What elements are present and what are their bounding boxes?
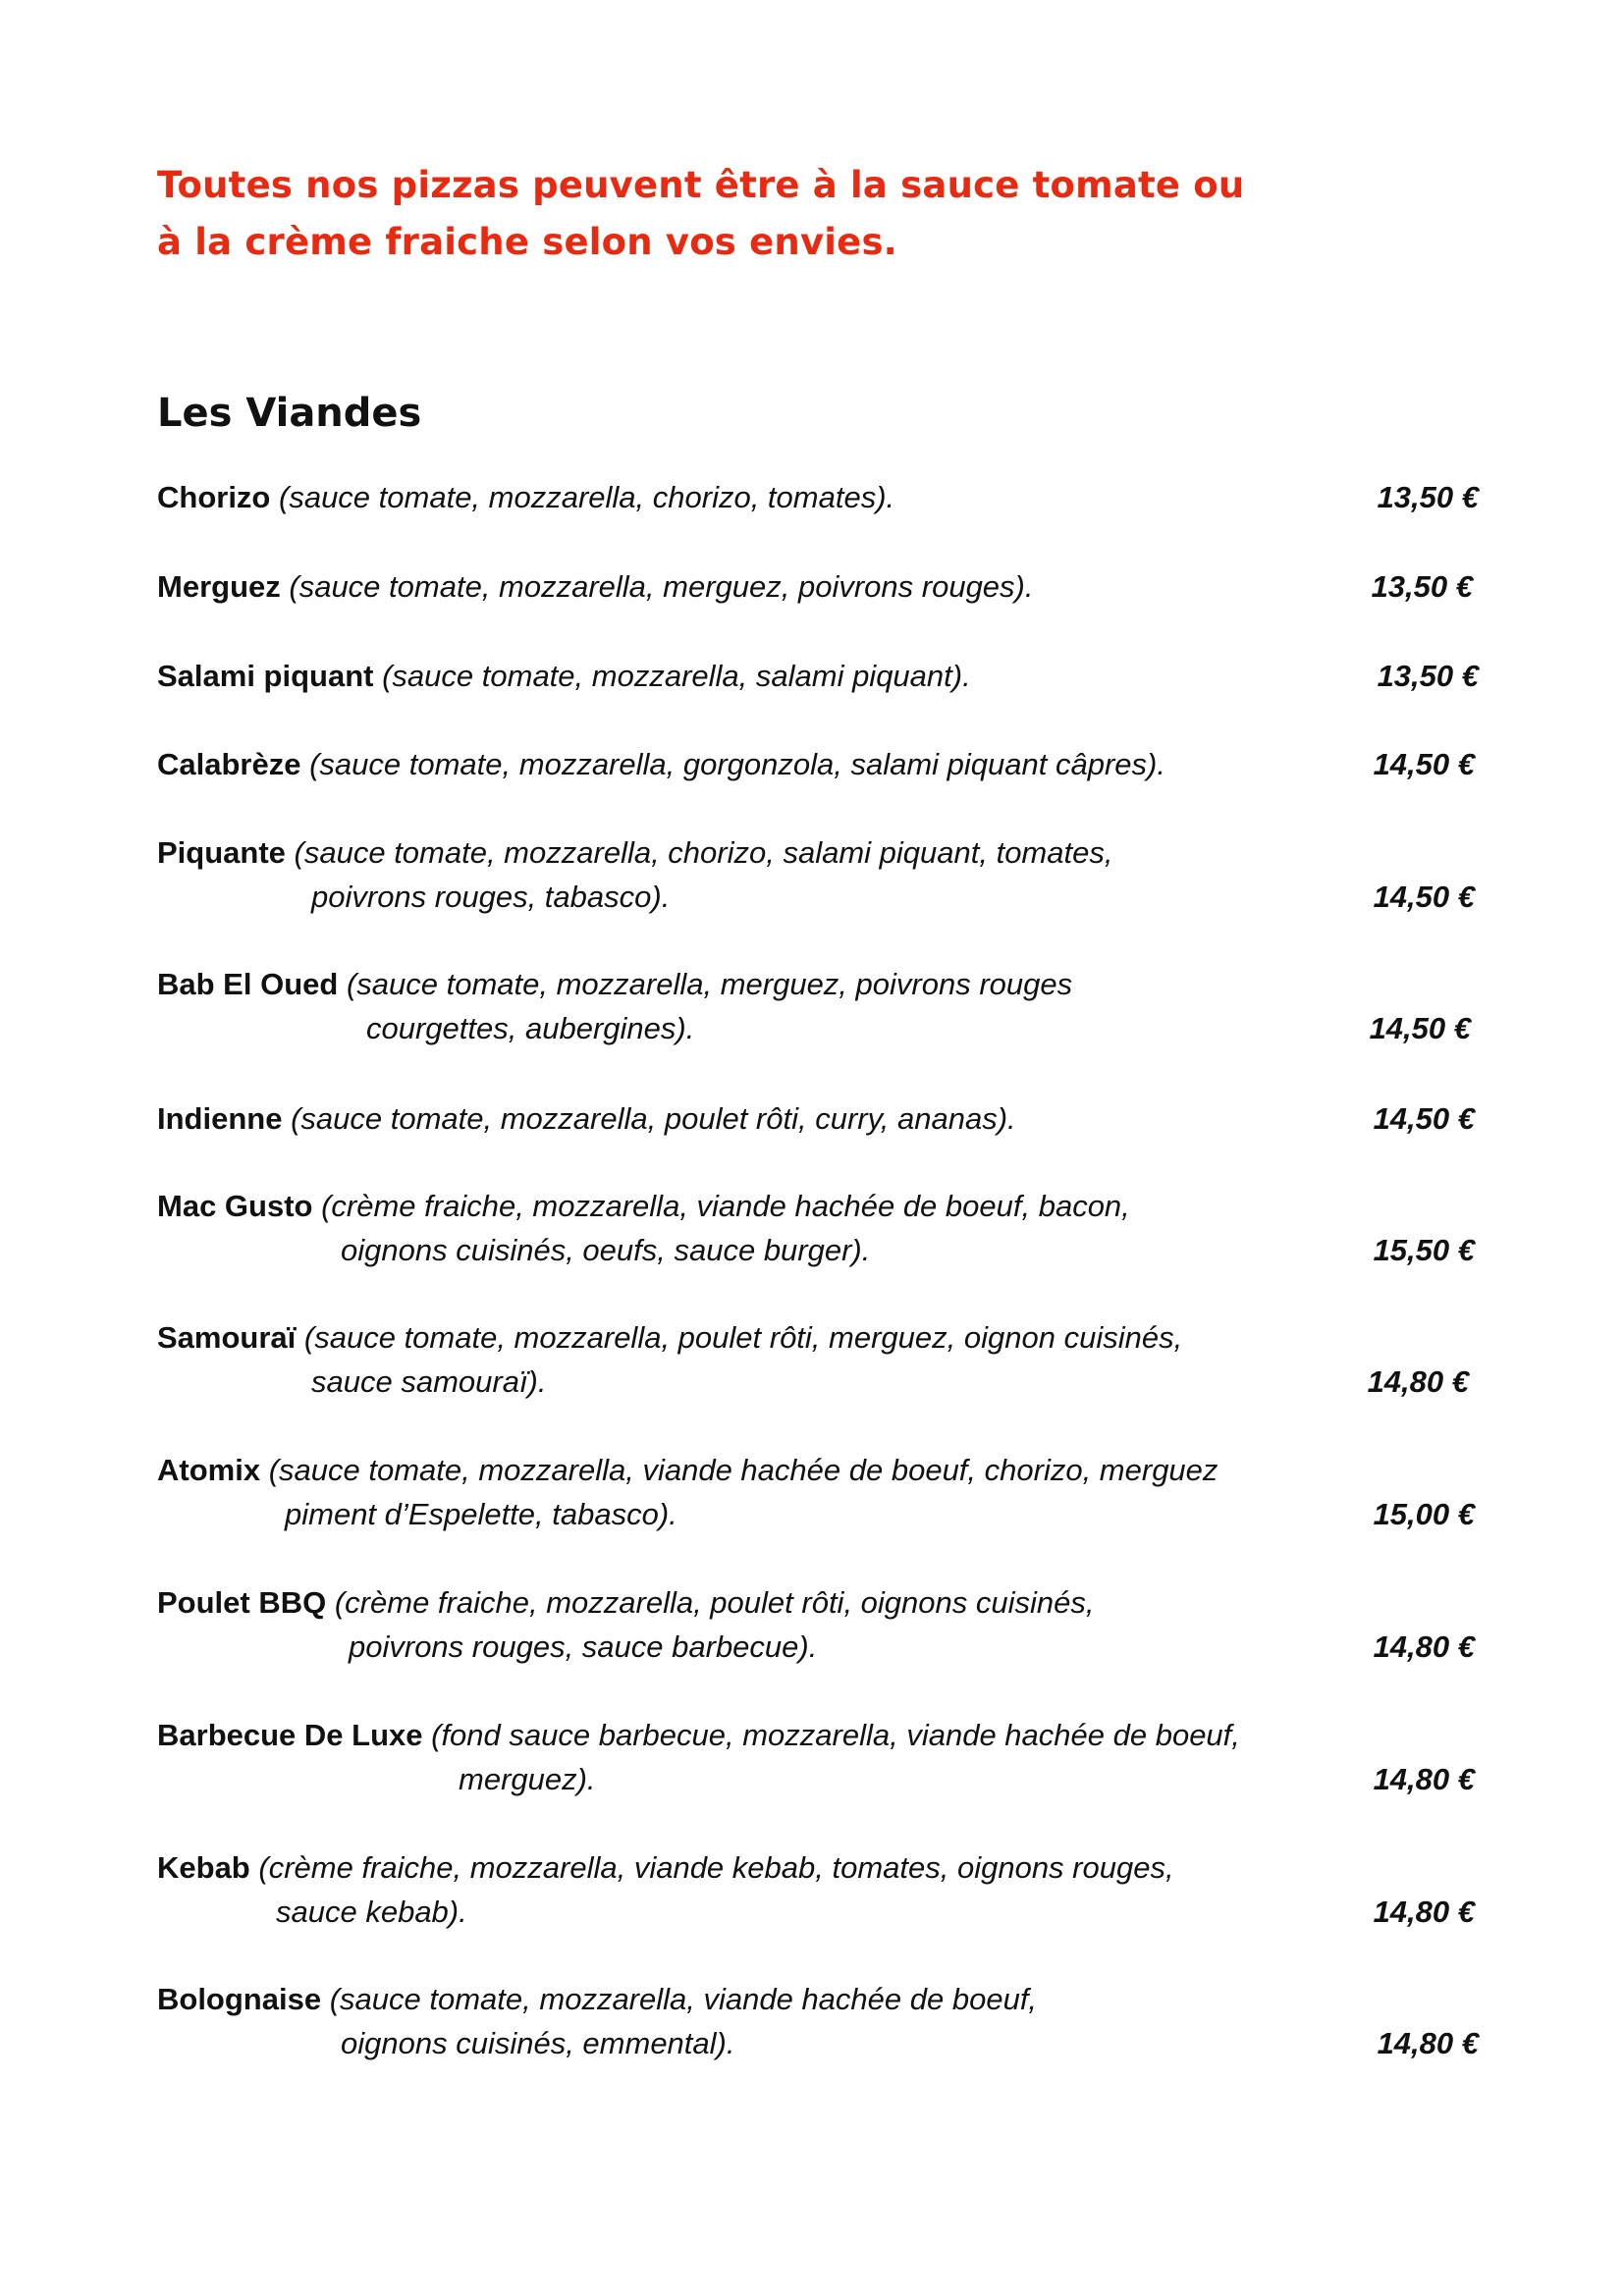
menu-item-description: (sauce tomate, mozzarella, poulet rôti, merguez, oignon cuisinés, xyxy=(303,1320,1183,1355)
menu-item-price: 14,80 € xyxy=(1377,2026,1479,2060)
menu-item-name: Indienne xyxy=(157,1101,283,1136)
menu-item-line-1 xyxy=(157,742,1492,786)
menu-item-description-cont: sauce kebab). xyxy=(276,1895,467,1929)
menu-item-price: 14,80 € xyxy=(1373,1629,1475,1664)
menu-item-line-1 xyxy=(157,1315,1492,1360)
notice-line-2: à la crème fraiche selon vos envies. xyxy=(157,221,897,263)
menu-item-description-cont: oignons cuisinés, oeufs, sauce burger). xyxy=(341,1233,871,1267)
menu-item xyxy=(157,1315,1492,1404)
menu-item-description-cont: courgettes, aubergines). xyxy=(366,1011,695,1045)
menu-item-description-cont: poivrons rouges, sauce barbecue). xyxy=(349,1629,818,1664)
menu-item xyxy=(157,1184,1492,1272)
menu-item-name: Bab El Oued xyxy=(157,967,339,1001)
menu-item-description: (crème fraiche, mozzarella, viande hachée de boeuf, bacon, xyxy=(321,1189,1130,1223)
menu-item xyxy=(157,1096,1492,1141)
menu-item-line-1 xyxy=(157,962,1492,1006)
menu-item-line-1 xyxy=(157,564,1492,609)
menu-item-line-2 xyxy=(157,1228,1492,1272)
menu-item-line-2 xyxy=(157,875,1492,919)
menu-item-description-cont: piment d’Espelette, tabasco). xyxy=(285,1497,677,1531)
menu-item-price: 14,50 € xyxy=(1373,747,1475,781)
menu-item-description: (sauce tomate, mozzarella, merguez, poivrons rouges). xyxy=(289,569,1034,604)
menu-item-line-1 xyxy=(157,830,1492,875)
menu-item-description: (sauce tomate, mozzarella, gorgonzola, salami piquant câpres). xyxy=(309,747,1165,781)
menu-item xyxy=(157,1713,1492,1801)
menu-item-line-2 xyxy=(157,1006,1492,1050)
menu-item-price: 14,80 € xyxy=(1373,1895,1475,1929)
menu-item-description-cont: merguez). xyxy=(459,1762,596,1796)
menu-item-name: Barbecue De Luxe xyxy=(157,1718,423,1752)
menu-item-line-1 xyxy=(157,1845,1492,1890)
menu-item-line-2 xyxy=(157,1757,1492,1801)
menu-item-description-cont: oignons cuisinés, emmental). xyxy=(341,2026,735,2060)
menu-item-name: Calabrèze xyxy=(157,747,301,781)
menu-item-line-2 xyxy=(157,1360,1492,1404)
menu-item-description: (sauce tomate, mozzarella, chorizo, salami piquant, tomates, xyxy=(294,835,1113,870)
menu-item-name: Salami piquant xyxy=(157,659,374,693)
menu-item xyxy=(157,962,1492,1050)
menu-item-price: 13,50 € xyxy=(1377,480,1479,514)
menu-item-description: (sauce tomate, mozzarella, merguez, poivrons rouges xyxy=(346,967,1073,1001)
menu-item xyxy=(157,1977,1492,2065)
menu-item xyxy=(157,475,1492,519)
menu-item-price: 15,00 € xyxy=(1373,1497,1475,1531)
menu-item-description: (crème fraiche, mozzarella, viande kebab, tomates, oignons rouges, xyxy=(258,1850,1174,1885)
menu-item-price: 13,50 € xyxy=(1377,659,1479,693)
menu-item-name: Kebab xyxy=(157,1850,250,1885)
menu-item-name: Bolognaise xyxy=(157,1982,322,2016)
menu-item-price: 14,50 € xyxy=(1373,1101,1475,1136)
menu-item-description: (sauce tomate, mozzarella, viande hachée de boeuf, chorizo, merguez xyxy=(268,1453,1218,1487)
notice-line-1: Toutes nos pizzas peuvent être à la sauce tomate ou xyxy=(157,164,1245,206)
menu-item-description: (sauce tomate, mozzarella, viande hachée de boeuf, xyxy=(329,1982,1038,2016)
menu-item-price: 13,50 € xyxy=(1371,569,1473,604)
section-title: Les Viandes xyxy=(157,391,422,436)
menu-item-line-2 xyxy=(157,1492,1492,1536)
menu-item-price: 14,50 € xyxy=(1373,880,1475,914)
menu-item-line-2 xyxy=(157,2021,1492,2065)
menu-item-price: 15,50 € xyxy=(1373,1233,1475,1267)
menu-item-line-1 xyxy=(157,1096,1492,1141)
menu-item-line-2 xyxy=(157,1890,1492,1934)
menu-item-description: (sauce tomate, mozzarella, poulet rôti, curry, ananas). xyxy=(291,1101,1016,1136)
menu-item-name: Atomix xyxy=(157,1453,261,1487)
sauce-notice xyxy=(157,157,1335,271)
menu-item-name: Chorizo xyxy=(157,480,271,514)
menu-item-name: Mac Gusto xyxy=(157,1189,313,1223)
menu-item-name: Merguez xyxy=(157,569,281,604)
menu-item xyxy=(157,830,1492,919)
menu-item-line-2 xyxy=(157,1625,1492,1669)
menu-item xyxy=(157,564,1492,609)
menu-item-description: (sauce tomate, mozzarella, chorizo, tomates). xyxy=(279,480,895,514)
menu-item xyxy=(157,1580,1492,1669)
menu-item-line-1 xyxy=(157,1580,1492,1625)
menu-item-line-1 xyxy=(157,1184,1492,1228)
menu-item xyxy=(157,742,1492,786)
menu-item-price: 14,80 € xyxy=(1373,1762,1475,1796)
menu-item xyxy=(157,1845,1492,1934)
menu-item-name: Piquante xyxy=(157,835,286,870)
menu-item xyxy=(157,654,1492,698)
menu-item-description: (sauce tomate, mozzarella, salami piquant). xyxy=(382,659,971,693)
menu-item xyxy=(157,1448,1492,1536)
menu-item-description-cont: poivrons rouges, tabasco). xyxy=(311,880,671,914)
menu-item-line-1 xyxy=(157,654,1492,698)
menu-item-price: 14,50 € xyxy=(1369,1011,1471,1045)
menu-item-name: Poulet BBQ xyxy=(157,1585,327,1620)
menu-item-line-1 xyxy=(157,1448,1492,1492)
menu-item-description: (crème fraiche, mozzarella, poulet rôti, oignons cuisinés, xyxy=(334,1585,1095,1620)
menu-item-description-cont: sauce samouraï). xyxy=(311,1364,547,1399)
menu-item-description: (fond sauce barbecue, mozzarella, viande hachée de boeuf, xyxy=(431,1718,1240,1752)
menu-item-price: 14,80 € xyxy=(1367,1364,1469,1399)
menu-item-line-1 xyxy=(157,1713,1492,1757)
menu-item-name: Samouraï xyxy=(157,1320,297,1355)
menu-item-line-1 xyxy=(157,1977,1492,2021)
menu-item-line-1 xyxy=(157,475,1492,519)
